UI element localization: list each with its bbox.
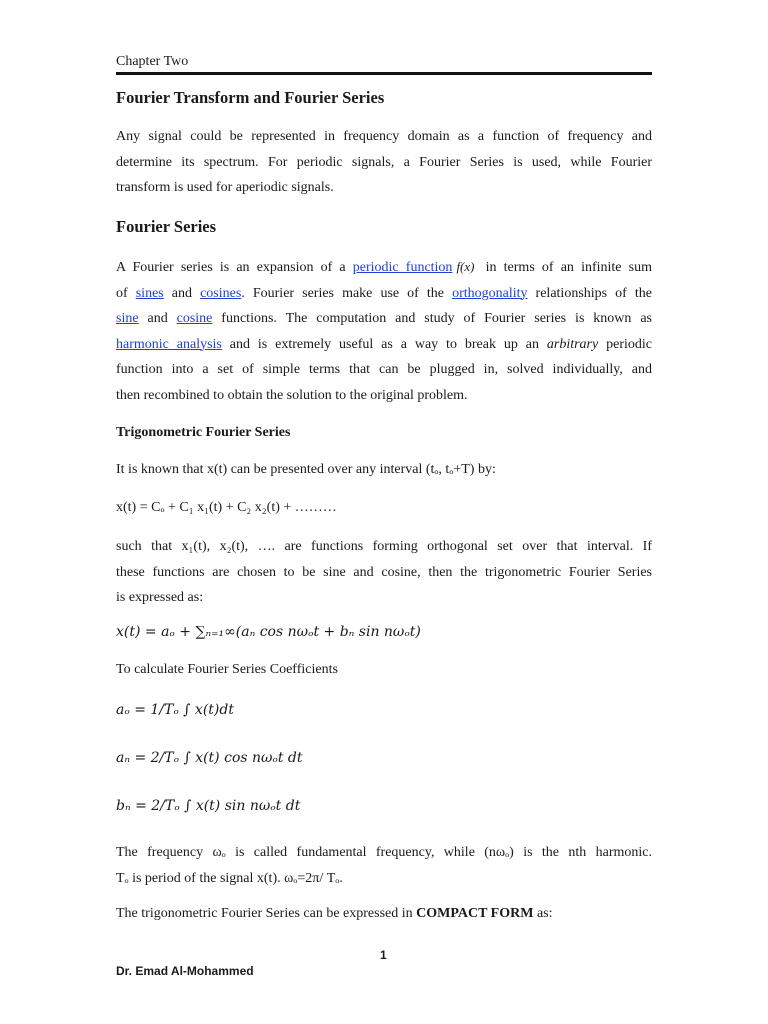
formula-an: aₙ = 2/Tₒ ∫ x(t) cos nωₒt dt — [116, 750, 303, 766]
formula-bn: bₙ = 2/Tₒ ∫ x(t) sin nωₒt dt — [116, 798, 301, 814]
chapter-header: Chapter Two — [116, 54, 189, 69]
text: and — [163, 285, 201, 301]
compact-form-line — [116, 906, 553, 922]
expansion-line: x(t) = Cₒ + C₁ x₁(t) + C₂ x₂(t) + ……… — [116, 500, 337, 515]
text: of — [116, 285, 136, 301]
link-periodic-function[interactable]: periodic function — [352, 260, 453, 275]
text: and is extremely useful as a way to break up an — [221, 336, 547, 352]
paragraph-line: such that x₁(t), x₂(t), …. are functions forming orthogonal set over that interval. If — [116, 539, 652, 554]
paragraph-line — [116, 306, 652, 332]
formula-main: x(t) = aₒ + ∑ₙ₌₁∞(aₙ cos nωₒt + bₙ sin nωₒt) — [116, 624, 421, 640]
compact-form-emphasis: COMPACT FORM — [416, 906, 534, 921]
paragraph-line — [116, 281, 652, 307]
author-footer: Dr. Emad Al-Mohammed — [116, 964, 254, 978]
paragraph-line — [116, 254, 652, 281]
paragraph-line: is expressed as: — [116, 590, 204, 605]
coefficients-intro: To calculate Fourier Series Coefficients — [116, 662, 338, 677]
frequency-paragraph — [116, 840, 652, 891]
intro-paragraph — [116, 124, 652, 201]
text: relationships of the — [527, 285, 652, 301]
formula-a0: aₒ = 1/Tₒ ∫ x(t)dt — [116, 702, 234, 718]
text: . Fourier series make use of the — [241, 285, 453, 301]
page-number: 1 — [380, 948, 387, 962]
paragraph-line: The frequency ωₒ is called fundamental frequency, while (nωₒ) is the nth harmonic. — [116, 845, 652, 860]
paragraph-line: these functions are chosen to be sine and cosine, then the trigonometric Fourier Series — [116, 564, 652, 580]
paragraph-line: Tₒ is period of the signal x(t). ωₒ=2π/ Tₒ. — [116, 870, 343, 886]
text: periodic — [598, 336, 652, 352]
link-sine[interactable]: sine — [116, 311, 139, 326]
text: in terms of an infinite sum — [478, 260, 652, 275]
subsection-heading: Trigonometric Fourier Series — [116, 425, 291, 440]
text: as: — [533, 906, 553, 921]
link-cosines[interactable]: cosines — [200, 285, 242, 301]
page-title: Fourier Transform and Fourier Series — [116, 88, 385, 107]
paragraph-line: function into a set of simple terms that can be plugged in, solved individually, and — [116, 362, 652, 377]
link-cosine[interactable]: cosine — [176, 311, 213, 326]
paragraph-line — [116, 332, 652, 358]
text: and — [138, 311, 177, 326]
link-orthogonality[interactable]: orthogonality — [452, 285, 528, 301]
known-line: It is known that x(t) can be presented over any interval (tₒ, tₒ+T) by: — [116, 462, 496, 477]
link-harmonic-analysis[interactable]: harmonic analysis — [116, 336, 222, 352]
header-rule — [116, 72, 652, 75]
text: functions. The computation and study of Fourier series is known as — [212, 311, 652, 326]
section-heading: Fourier Series — [116, 217, 217, 236]
intro-line: transform is used for aperiodic signals. — [116, 180, 334, 195]
intro-line: determine its spectrum. For periodic signals, a Fourier Series is used, while Fourier — [116, 154, 652, 170]
emphasis: arbitrary — [546, 336, 599, 352]
paragraph-line: then recombined to obtain the solution to the original problem. — [116, 387, 468, 403]
such-that-paragraph — [116, 534, 652, 611]
intro-line: Any signal could be represented in frequency domain as a function of frequency and — [116, 129, 652, 144]
link-sines[interactable]: sines — [135, 285, 164, 301]
text: The trigonometric Fourier Series can be expressed in — [116, 906, 417, 921]
fourier-series-paragraph — [116, 254, 652, 408]
function-symbol: f(x) — [456, 259, 475, 274]
text: A Fourier series is an expansion of a — [116, 260, 353, 275]
